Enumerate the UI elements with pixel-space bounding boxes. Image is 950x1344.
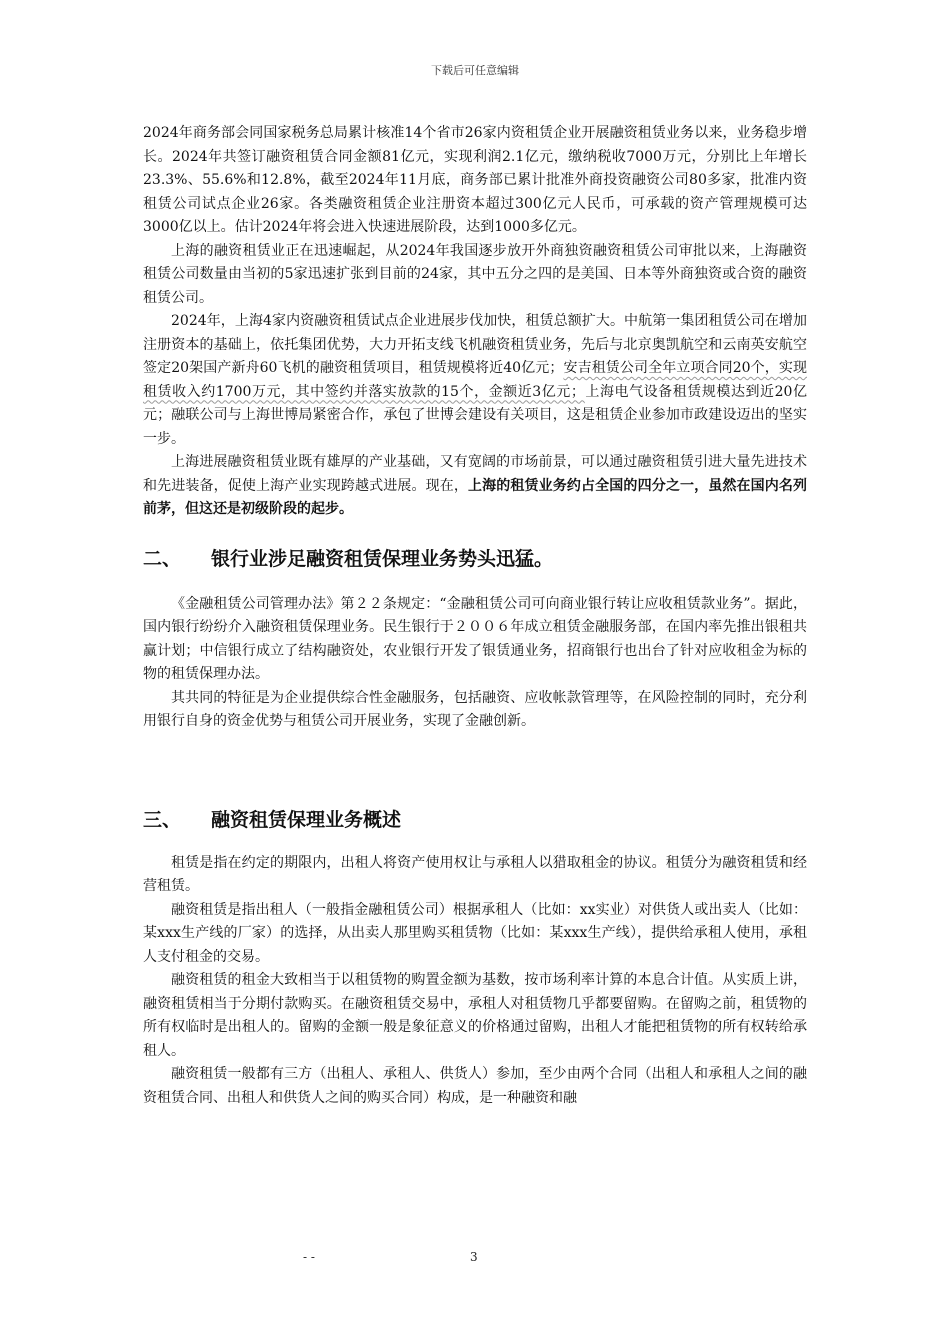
section-number: 二、 [143, 547, 182, 570]
paragraph-financial-leasing-definition: 融资租赁是指出租人（一般指金融租赁公司）根据承租人（比如：xx实业）对供货人或出卖人（比如：某xxx生产线的厂家）的选择，从出卖人那里购买租赁物（比如：某xxx生产线），提供给承租人使用，承租人支付租金的交易。 [143, 901, 807, 965]
text-span: 上海电气设备租赁规模达到近20亿元；融联公司与上海世博局紧密合作，承包了世博会建设有关项目，这是租赁企业参加市政建设迈出的坚实一步。 [143, 383, 807, 447]
section-number: 三、 [143, 808, 182, 831]
bold-text-span: 上海的租赁业务约占全国的四分之一，虽然在国内名列前茅，但这还是初级阶段的起步。 [143, 477, 807, 517]
text-span: 上海进展融资租赁业既有雄厚的产业基础，又有宽阔的市场前景，可以通过融资租赁引进大量先进技术和先进装备，促使上海产业实现跨越式进展。现在， [143, 454, 807, 494]
section-title: 银行业涉足融资租赁保理业务势头迅猛。 [211, 547, 554, 570]
paragraph-shanghai-pilot-firms [143, 310, 807, 451]
paragraph-business-growth: 2024年商务部会同国家税务总局累计核准14个省市26家内资租赁企业开展融资租赁业务以来，业务稳步增长。2024年共签订融资租赁合同金额81亿元，实现利润2.1亿元，缴纳税收7000万元，分别比上年增长23.3%、55.6%和12.8%，截至2024年11月底，商务部已累计批准外商投资融资公司80多家，批准内资租赁公司试点企业26家。各类融资租赁企业注册资本超过300亿元人民币，可承载的资产管理规模可达3000亿以上。估计2024年将会进入快速进展阶段，达到1000多亿元。 [143, 125, 807, 235]
underlined-text-span: 安吉租赁公司全年立项合同20个，实现租赁收入约1700万元，其中签约并落实放款的15个，金额近3亿元； [143, 360, 807, 400]
footer-dashes: - - [303, 1250, 315, 1264]
paragraph-common-features: 其共同的特征是为企业提供综合性金融服务，包括融资、应收帐款管理等，在风险控制的同时，充分利用银行自身的资金优势与租赁公司开展业务，实现了金融创新。 [143, 689, 807, 729]
page-header: 下载后可任意编辑 [431, 64, 519, 77]
page-number: 3 [470, 1250, 478, 1264]
paragraph-shanghai-outlook [143, 451, 807, 522]
paragraph-three-parties: 融资租赁一般都有三方（出租人、承租人、供货人）参加，至少由两个合同（出租人和承租人之间的融资租赁合同、出租人和供货人之间的购买合同）构成，是一种融资和融 [143, 1066, 807, 1106]
section-title: 融资租赁保理业务概述 [211, 808, 402, 831]
section-heading-2 [143, 545, 807, 573]
text-span: 2024年，上海4家内资融资租赁试点企业进展步伐加快，租赁总额扩大。中航第一集团租赁公司在增加注册资本的基础上，依托集团优势，大力开拓支线飞机融资租赁业务，先后与北京奥凯航空和云南英安航空签定20架国产新舟60飞机的融资租赁项目，租赁规模将近40亿元； [143, 313, 807, 376]
paragraph-rent-calculation: 融资租赁的租金大致相当于以租赁物的购置金额为基数，按市场利率计算的本息合计值。从实质上讲，融资租赁相当于分期付款购买。在融资租赁交易中，承租人对租赁物几乎都要留购。在留购之前，租赁物的所有权临时是出租人的。留购的金额一般是象征意义的价格通过留购，出租人才能把租赁物的所有权转给承租人。 [143, 972, 807, 1059]
paragraph-leasing-definition: 租赁是指在约定的期限内，出租人将资产使用权让与承租人以猎取租金的协议。租赁分为融资租赁和经营租赁。 [143, 854, 807, 894]
document-body [143, 122, 807, 1110]
section-heading-3 [143, 806, 807, 834]
paragraph-shanghai-leasing: 上海的融资租赁业正在迅速崛起，从2024年我国逐步放开外商独资融资租赁公司审批以来，上海融资租赁公司数量由当初的5家迅速扩张到目前的24家，其中五分之四的是美国、日本等外商独资或合资的融资租赁公司。 [143, 242, 807, 306]
paragraph-bank-factoring: 《金融租赁公司管理办法》第２２条规定：“金融租赁公司可向商业银行转让应收租赁款业务”。据此，国内银行纷纷介入融资租赁保理业务。民生银行于２００６年成立租赁金融服务部，在国内率先推出银租共赢计划；中信银行成立了结构融资处，农业银行开发了银赁通业务，招商银行也出台了针对应收租金为标的物的租赁保理办法。 [143, 595, 807, 682]
